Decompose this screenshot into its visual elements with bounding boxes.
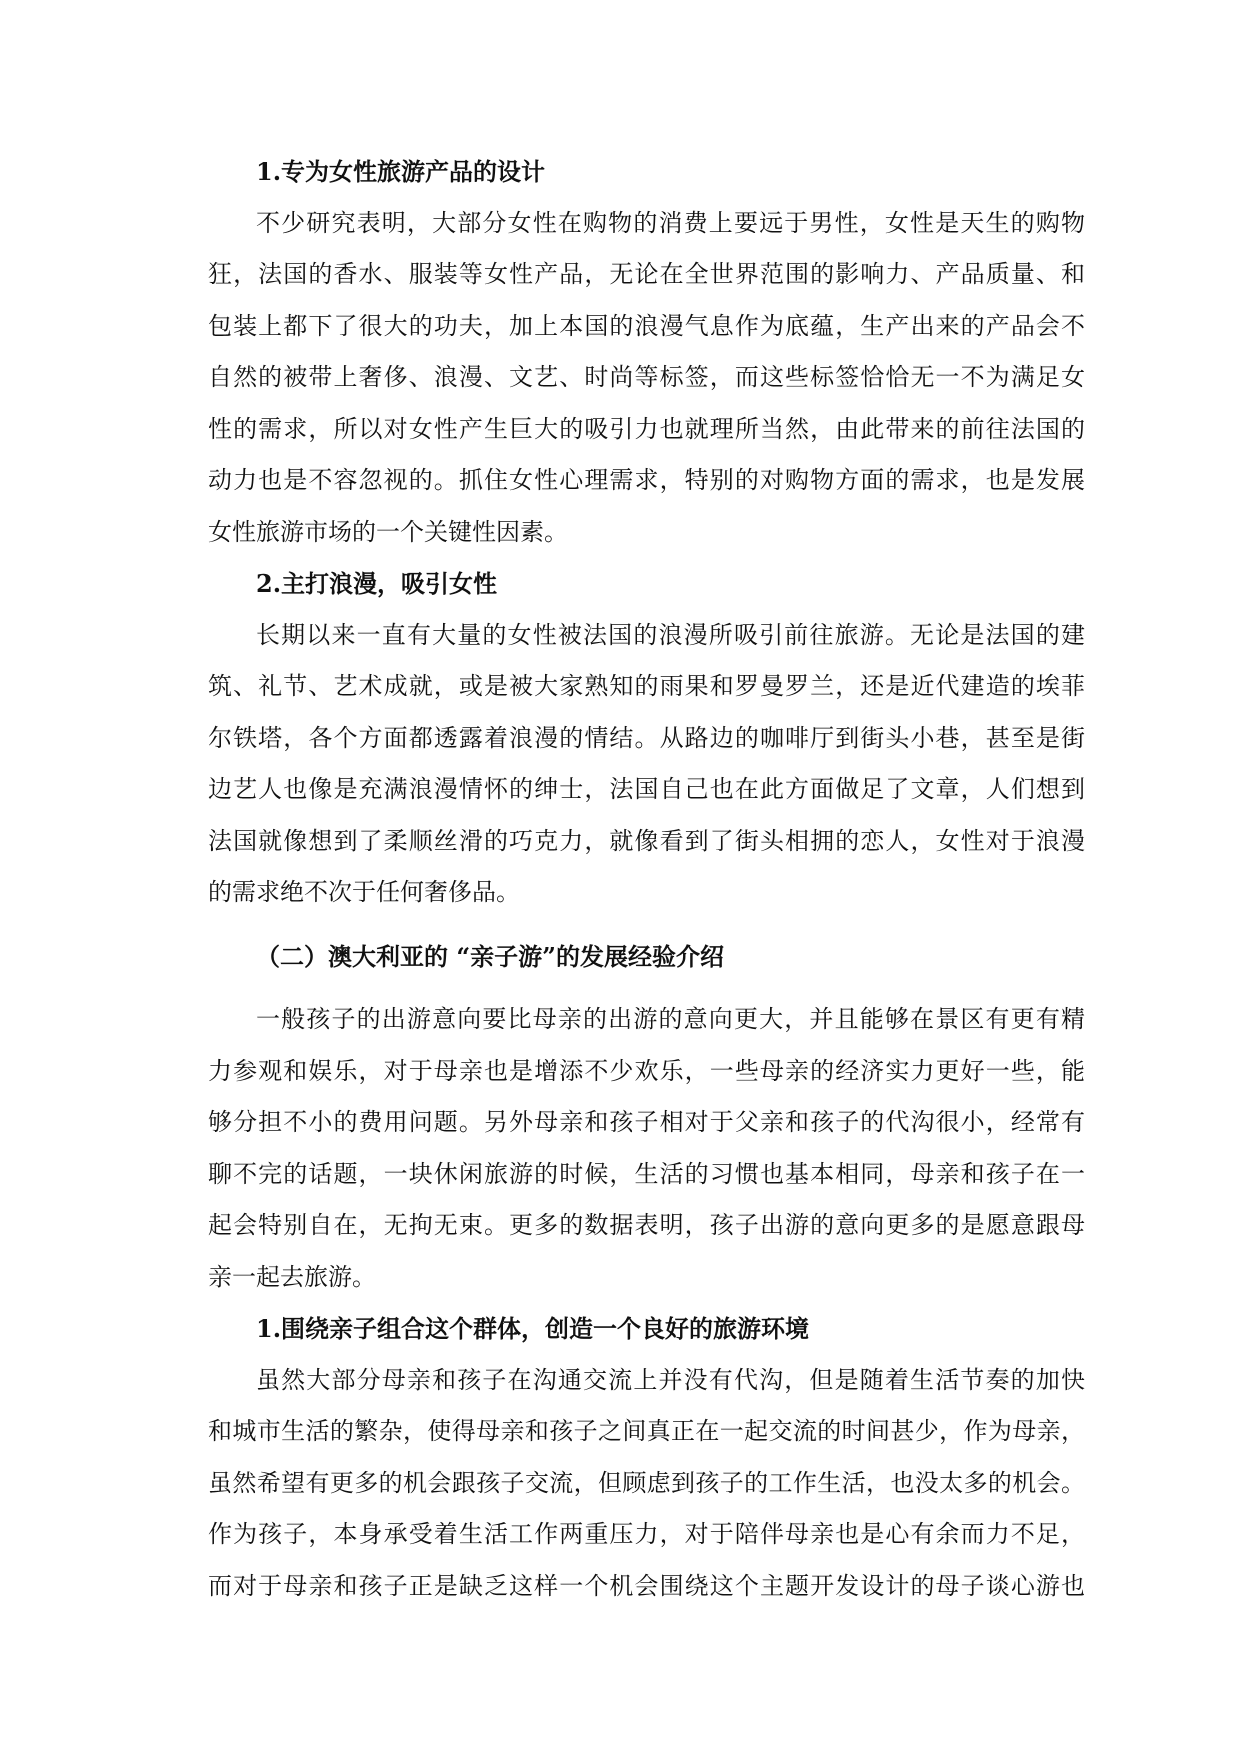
paragraph-line: 性的需求，所以对女性产生巨大的吸引力也就理所当然，由此带来的前往法国的 [208, 414, 1085, 443]
paragraph-line: 女性旅游市场的一个关键性因素。 [208, 517, 568, 546]
paragraph-line: 尔铁塔，各个方面都透露着浪漫的情结。从路边的咖啡厅到街头小巷，甚至是街 [208, 723, 1085, 752]
paragraph-line: 起会特别自在，无拘无束。更多的数据表明，孩子出游的意向更多的是愿意跟母 [208, 1211, 1085, 1239]
subsection-heading: 1.专为女性旅游产品的设计 [256, 157, 546, 186]
paragraph-line: 聊不完的话题，一块休闲旅游的时候，生活的习惯也基本相同，母亲和孩子在一 [208, 1159, 1085, 1188]
paragraph-line: 而对于母亲和孩子正是缺乏这样一个机会围绕这个主题开发设计的母子谈心游也 [208, 1571, 1085, 1600]
paragraph-line: 作为孩子，本身承受着生活工作两重压力，对于陪伴母亲也是心有余而力不足， [208, 1520, 1085, 1548]
paragraph-line: 一般孩子的出游意向要比母亲的出游的意向更大，并且能够在景区有更有精 [256, 1005, 1085, 1033]
paragraph-line: 筑、礼节、艺术成就，或是被大家熟知的雨果和罗曼罗兰，还是近代建造的埃菲 [208, 672, 1085, 700]
paragraph-line: 的需求绝不次于任何奢侈品。 [208, 878, 520, 906]
paragraph-line: 包装上都下了很大的功夫，加上本国的浪漫气息作为底蕴，生产出来的产品会不 [208, 311, 1085, 340]
paragraph-line: 和城市生活的繁杂，使得母亲和孩子之间真正在一起交流的时间甚少，作为母亲， [208, 1417, 1085, 1445]
paragraph-line: 边艺人也像是充满浪漫情怀的绅士，法国自己也在此方面做足了文章，人们想到 [208, 775, 1085, 803]
document-page [208, 146, 1085, 1612]
paragraph-line: 力参观和娱乐，对于母亲也是增添不少欢乐，一些母亲的经济实力更好一些，能 [208, 1056, 1085, 1085]
section-heading: （二）澳大利亚的 “亲子游”的发展经验介绍 [256, 941, 724, 971]
paragraph-line: 法国就像想到了柔顺丝滑的巧克力，就像看到了街头相拥的恋人，女性对于浪漫 [208, 826, 1085, 855]
subsection-heading: 1.围绕亲子组合这个群体，创造一个良好的旅游环境 [256, 1314, 810, 1343]
paragraph-line: 动力也是不容忽视的。抓住女性心理需求，特别的对购物方面的需求，也是发展 [208, 466, 1085, 494]
paragraph-line: 自然的被带上奢侈、浪漫、文艺、时尚等标签，而这些标签恰恰无一不为满足女 [208, 363, 1085, 391]
paragraph-line: 够分担不小的费用问题。另外母亲和孩子相对于父亲和孩子的代沟很小，经常有 [208, 1108, 1085, 1136]
paragraph-line: 虽然大部分母亲和孩子在沟通交流上并没有代沟，但是随着生活节奏的加快 [256, 1365, 1085, 1394]
subsection-heading: 2.主打浪漫，吸引女性 [256, 569, 498, 598]
paragraph-line: 虽然希望有更多的机会跟孩子交流，但顾虑到孩子的工作生活，也没太多的机会。 [208, 1468, 1085, 1497]
paragraph-line: 狂，法国的香水、服装等女性产品，无论在全世界范围的影响力、产品质量、和 [208, 260, 1085, 288]
paragraph-line: 长期以来一直有大量的女性被法国的浪漫所吸引前往旅游。无论是法国的建 [256, 620, 1085, 649]
paragraph-line: 不少研究表明，大部分女性在购物的消费上要远于男性，女性是天生的购物 [256, 208, 1085, 237]
paragraph-line: 亲一起去旅游。 [208, 1262, 376, 1291]
